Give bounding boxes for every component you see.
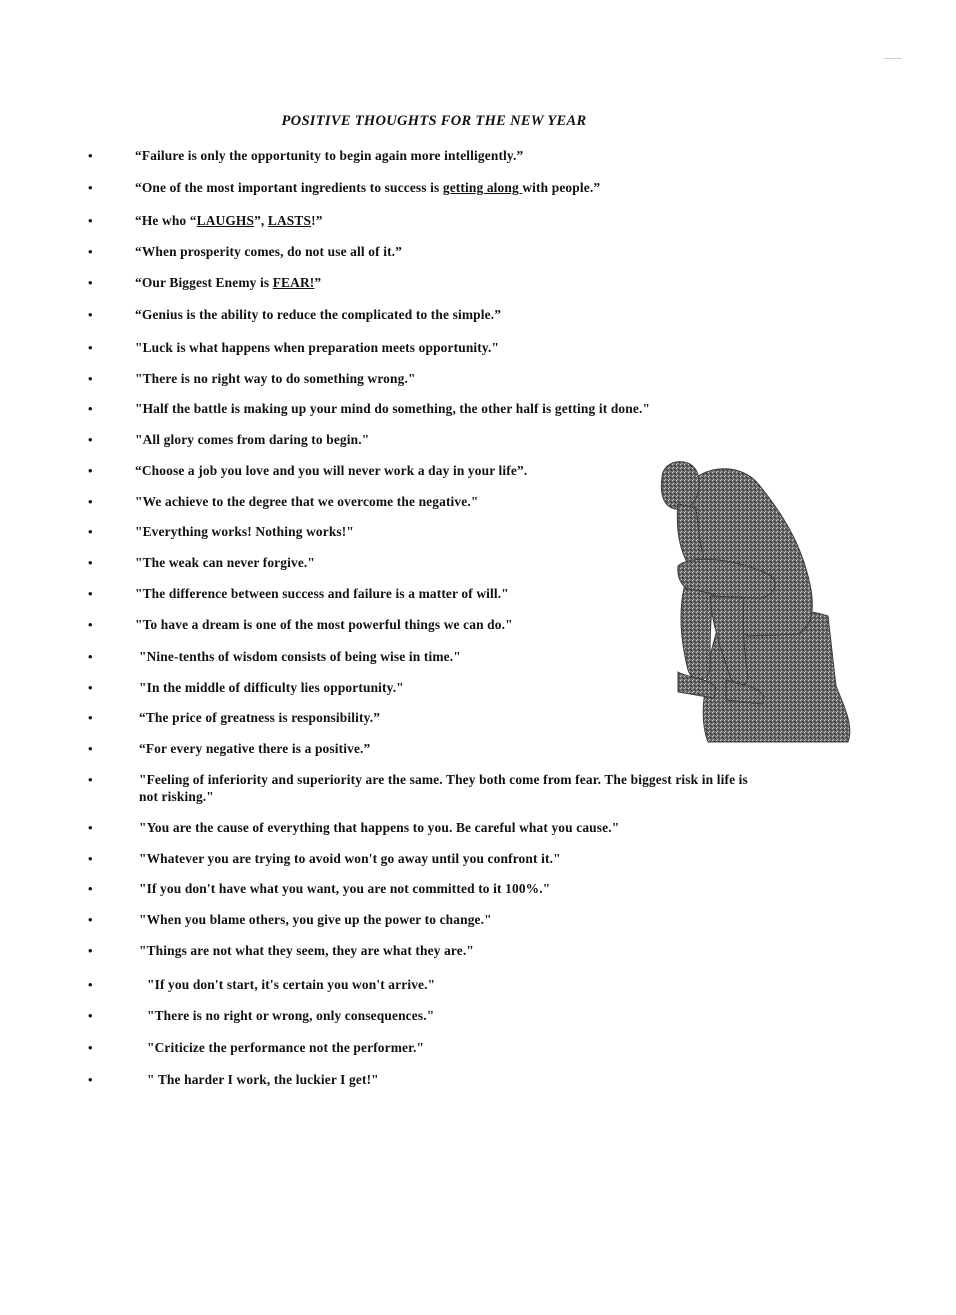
quote-text [139, 911, 492, 928]
bullet-icon: • [88, 275, 93, 290]
bullet-icon: • [88, 710, 93, 725]
bullet-icon: • [88, 772, 93, 787]
quote-text-segment: "Feeling of inferiority and superiority are the same. They both come from fear. The biggest risk in life is not risking." [139, 772, 748, 804]
quote-text-segment: “Genius is the ability to reduce the complicated to the simple.” [135, 307, 502, 322]
quote-item [0, 400, 956, 422]
quote-text-segment: with people.” [522, 180, 601, 195]
quote-text [139, 679, 404, 696]
quote-text-segment: “Choose a job you love and you will never work a day in your life”. [135, 463, 528, 478]
quote-text [135, 212, 323, 229]
quote-text-segment: "Nine-tenths of wisdom consists of being wise in time." [139, 649, 461, 664]
quote-text-segment: " The harder I work, the luckier I get!" [147, 1072, 379, 1087]
quote-text-segment: "We achieve to the degree that we overcome the negative." [135, 494, 479, 509]
quote-item [0, 771, 956, 804]
quote-text [147, 1071, 379, 1088]
quote-text-segment: “Failure is only the opportunity to begin again more intelligently.” [135, 148, 524, 163]
quote-item [0, 179, 956, 201]
quote-text-segment: “The price of greatness is responsibility.” [139, 710, 381, 725]
quote-text [135, 462, 527, 479]
quote-item [0, 431, 956, 453]
quote-text-segment: "The weak can never forgive." [135, 555, 316, 570]
quote-text-segment: ”, [254, 213, 268, 228]
quote-text-segment: getting along [442, 180, 523, 195]
quote-text [147, 976, 435, 993]
bullet-icon: • [88, 555, 93, 570]
quote-text [135, 370, 416, 387]
quote-text [135, 306, 501, 323]
page-title-text: POSITIVE THOUGHTS FOR THE NEW YEAR [281, 113, 587, 129]
bullet-icon: • [88, 586, 93, 601]
quote-item [0, 243, 956, 265]
quote-text [139, 819, 619, 836]
bullet-icon: • [88, 881, 93, 896]
quote-text-segment: "Luck is what happens when preparation meets opportunity." [135, 340, 500, 355]
bullet-icon: • [88, 1072, 93, 1087]
quote-text [139, 771, 754, 805]
quote-text [135, 147, 523, 164]
bullet-icon: • [88, 432, 93, 447]
bullet-icon: • [88, 244, 93, 259]
quote-text-segment: "All glory comes from daring to begin." [135, 432, 370, 447]
quote-text [147, 1007, 434, 1024]
quote-text [135, 523, 354, 540]
bullet-icon: • [88, 307, 93, 322]
quote-text-segment: "To have a dream is one of the most powerful things we can do." [135, 617, 513, 632]
quote-text-segment: "You are the cause of everything that happens to you. Be careful what you cause." [139, 820, 620, 835]
quote-text [135, 274, 321, 291]
bullet-icon: • [88, 680, 93, 695]
quote-item [0, 1039, 956, 1061]
quote-text-segment: "There is no right way to do something wrong." [135, 371, 416, 386]
quote-item [0, 339, 956, 361]
quote-text-segment: "Things are not what they seem, they are what they are." [139, 943, 474, 958]
quote-item [0, 306, 956, 328]
quote-text-segment: "The difference between success and failure is a matter of will." [135, 586, 509, 601]
bullet-icon: • [88, 463, 93, 478]
quote-item [0, 274, 956, 296]
quote-item [0, 819, 956, 841]
quote-text [139, 942, 474, 959]
bullet-icon: • [88, 340, 93, 355]
quote-text [135, 243, 402, 260]
quote-text-segment: "If you don't have what you want, you are not committed to it 100%." [139, 881, 551, 896]
quote-text-segment: "Criticize the performance not the performer." [147, 1040, 425, 1055]
quote-text [135, 179, 600, 196]
quote-item [0, 1071, 956, 1093]
quote-text-segment: “When prosperity comes, do not use all of it.” [135, 244, 403, 259]
quote-text-segment: "Half the battle is making up your mind do something, the other half is getting it done." [135, 401, 651, 416]
bullet-icon: • [88, 1040, 93, 1055]
quote-text-segment: "Whatever you are trying to avoid won't go away until you confront it." [139, 851, 561, 866]
quote-item [0, 147, 956, 169]
quote-text-segment: "If you don't start, it's certain you won't arrive." [147, 977, 436, 992]
quote-text [135, 431, 369, 448]
quote-text [135, 616, 513, 633]
quote-text [135, 585, 509, 602]
quote-text [135, 554, 315, 571]
quote-item [0, 976, 956, 998]
bullet-icon: • [88, 617, 93, 632]
bullet-icon: • [88, 912, 93, 927]
bullet-icon: • [88, 213, 93, 228]
quote-text [139, 740, 370, 757]
bullet-icon: • [88, 741, 93, 756]
quote-item [0, 370, 956, 392]
quote-text-segment: !” [311, 213, 323, 228]
quote-item [0, 911, 956, 933]
quote-text [135, 400, 650, 417]
bullet-icon: • [88, 371, 93, 386]
quote-text-segment: ” [314, 275, 322, 290]
quote-item [0, 880, 956, 902]
quote-item [0, 1007, 956, 1029]
quote-text-segment: "Everything works! Nothing works!" [135, 524, 354, 539]
quote-text-segment: “He who “ [135, 213, 197, 228]
quote-text [139, 648, 461, 665]
bullet-icon: • [88, 943, 93, 958]
quote-text-segment: LAUGHS [196, 213, 255, 228]
bullet-icon: • [88, 148, 93, 163]
quote-text-segment: "When you blame others, you give up the power to change." [139, 912, 492, 927]
quote-text [135, 493, 478, 510]
bullet-icon: • [88, 1008, 93, 1023]
quote-text-segment: "In the middle of difficulty lies opportunity." [139, 680, 404, 695]
quote-text [139, 850, 561, 867]
bullet-icon: • [88, 820, 93, 835]
bullet-icon: • [88, 977, 93, 992]
quote-item [0, 212, 956, 234]
quote-text-segment: FEAR! [272, 275, 315, 290]
bullet-icon: • [88, 494, 93, 509]
quote-text [139, 709, 380, 726]
bullet-icon: • [88, 180, 93, 195]
quote-item [0, 850, 956, 872]
quote-item [0, 942, 956, 964]
quote-text [139, 880, 550, 897]
quote-text-segment: "There is no right or wrong, only consequences." [147, 1008, 435, 1023]
thinker-statue-illustration [648, 456, 854, 744]
bullet-icon: • [88, 851, 93, 866]
quote-text [147, 1039, 424, 1056]
quote-text-segment: LASTS [267, 213, 312, 228]
quote-text-segment: “One of the most important ingredients to success is [135, 180, 443, 195]
bullet-icon: • [88, 524, 93, 539]
quote-text-segment: “Our Biggest Enemy is [135, 275, 273, 290]
quote-text [135, 339, 499, 356]
quote-text-segment: “For every negative there is a positive.” [139, 741, 371, 756]
bullet-icon: • [88, 401, 93, 416]
bullet-icon: • [88, 649, 93, 664]
